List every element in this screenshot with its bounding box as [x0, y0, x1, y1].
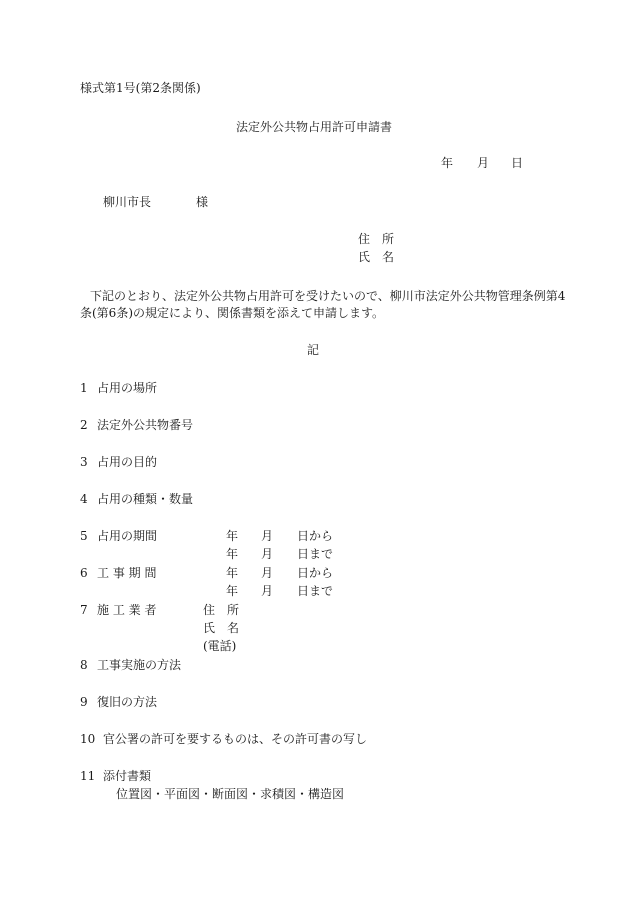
- body-text-line-2: 条(第6条)の規定により、関係書類を添えて申請します。: [80, 306, 385, 320]
- date-day: 日: [511, 156, 524, 170]
- item-3-label: 占用の目的: [97, 455, 158, 469]
- item-7-address-label: 住 所: [203, 603, 240, 617]
- item-4-label: 占用の種類・数量: [97, 492, 194, 506]
- item-10-number: 10: [80, 732, 96, 746]
- item-7-label: 施 工 業 者: [97, 603, 157, 617]
- item-8-number: 8: [80, 658, 88, 672]
- item-9-number: 9: [80, 695, 88, 709]
- item-6-from-year: 年: [226, 566, 239, 580]
- item-4-number: 4: [80, 492, 88, 506]
- item-6-number: 6: [80, 566, 88, 580]
- date-month: 月: [477, 156, 490, 170]
- item-10-label: 官公署の許可を要するものは、その許可書の写し: [103, 732, 368, 746]
- ki-heading: 記: [307, 343, 320, 357]
- form-number: 様式第1号(第2条関係): [80, 81, 201, 95]
- addressee-honorific: 様: [196, 195, 209, 209]
- item-11-label: 添付書類: [103, 769, 152, 783]
- item-5-number: 5: [80, 529, 88, 543]
- document-title: 法定外公共物占用許可申請書: [236, 120, 393, 134]
- applicant-address-label: 住 所: [358, 232, 395, 246]
- item-5-from-day: 日から: [297, 529, 334, 543]
- item-6-from-month: 月: [261, 566, 274, 580]
- item-5-until-day: 日まで: [297, 547, 334, 561]
- body-text-line-1: 下記のとおり、法定外公共物占用許可を受けたいので、柳川市法定外公共物管理条例第4: [90, 289, 566, 303]
- item-9-label: 復旧の方法: [97, 695, 158, 709]
- item-3-number: 3: [80, 455, 88, 469]
- item-5-until-year: 年: [226, 547, 239, 561]
- item-2-number: 2: [80, 418, 88, 432]
- item-5-label: 占用の期間: [97, 529, 158, 543]
- item-11-detail: 位置図・平面図・断面図・求積図・構造図: [116, 787, 345, 801]
- item-8-label: 工事実施の方法: [97, 658, 182, 672]
- item-5-from-year: 年: [226, 529, 239, 543]
- item-1-number: 1: [80, 381, 88, 395]
- item-11-number: 11: [80, 769, 96, 783]
- item-7-name-label: 氏 名: [203, 621, 240, 635]
- item-6-until-year: 年: [226, 584, 239, 598]
- item-6-label: 工 事 期 間: [97, 566, 157, 580]
- item-7-phone-label: (電話): [203, 639, 237, 653]
- item-6-until-day: 日まで: [297, 584, 334, 598]
- applicant-name-label: 氏 名: [358, 250, 395, 264]
- date-year: 年: [441, 156, 454, 170]
- item-5-until-month: 月: [261, 547, 274, 561]
- item-1-label: 占用の場所: [97, 381, 158, 395]
- addressee-name: 柳川市長: [103, 195, 152, 209]
- item-2-label: 法定外公共物番号: [97, 418, 194, 432]
- item-5-from-month: 月: [261, 529, 274, 543]
- item-7-number: 7: [80, 603, 88, 617]
- item-6-from-day: 日から: [297, 566, 334, 580]
- item-6-until-month: 月: [261, 584, 274, 598]
